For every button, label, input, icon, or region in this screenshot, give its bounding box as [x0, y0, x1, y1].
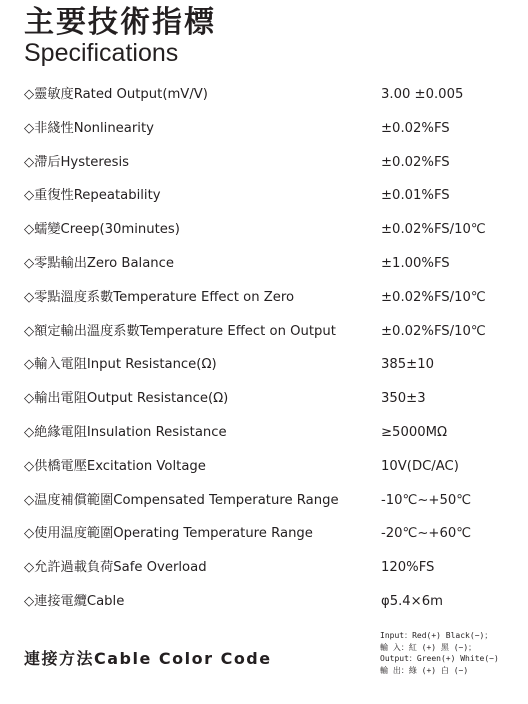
spec-value: ±0.02%FS/10℃ [381, 222, 486, 238]
spec-label: ◇額定輸出溫度系數Temperature Effect on Output [24, 323, 336, 339]
spec-value: ±1.00%FS [381, 255, 450, 271]
spec-label: ◇零點溫度系數Temperature Effect on Zero [24, 289, 295, 305]
spec-value: φ5.4×6m [381, 593, 443, 609]
spec-label: ◇靈敏度Rated Output(mV/V) [24, 87, 208, 102]
spec-value: 10V(DC/AC) [381, 458, 459, 474]
spec-label: ◇零點輸出Zero Balance [24, 255, 175, 271]
spec-row-excitation-voltage [24, 450, 514, 484]
cable-code-line: Output：Green(+) White(−) [380, 654, 499, 664]
spec-row-output-resistance [24, 382, 514, 416]
spec-row-temp-effect-zero [24, 281, 514, 315]
spec-row-insulation-resistance [24, 416, 514, 450]
spec-value: 3.00 ±0.005 [381, 87, 464, 102]
spec-row-safe-overload [24, 551, 514, 585]
cable-color-code-title: 連接方法Cable Color Code [24, 649, 272, 668]
cable-code-line: 輸 出：綠 (+) 白 (−) [380, 665, 469, 675]
spec-label: ◇重復性Repeatability [24, 188, 161, 204]
spec-value: 350±3 [381, 391, 426, 407]
spec-row-compensated-temp-range [24, 484, 514, 518]
spec-label: ◇絶緣電阻Insulation Resistance [24, 424, 227, 440]
spec-label: ◇連接電纜Cable [24, 593, 125, 609]
spec-label: ◇使用温度範圍Operating Temperature Range [24, 526, 313, 542]
spec-row-rated-output [24, 78, 514, 112]
spec-value: 120%FS [381, 560, 435, 576]
cable-code-line: Input：Red(+) Black(−)； [380, 631, 493, 640]
spec-label: ◇非綫性Nonlinearity [24, 120, 154, 136]
cable-code-line: 輸 入：紅 (+) 黑 (−)； [380, 642, 477, 652]
spec-label: ◇蠕變Creep(30minutes) [24, 222, 180, 238]
spec-label: ◇供橋電壓Excitation Voltage [24, 458, 206, 474]
spec-value: -10℃~+50℃ [381, 492, 472, 508]
spec-value: ±0.02%FS/10℃ [381, 289, 486, 305]
spec-label: ◇滯后Hysteresis [24, 154, 130, 170]
spec-row-repeatability [24, 179, 514, 213]
page-title-chinese: 主要技術指標 [24, 5, 216, 40]
spec-label: ◇輸入電阻Input Resistance(Ω) [24, 357, 217, 373]
specifications-list [24, 78, 514, 619]
spec-value: ≥5000MΩ [381, 424, 448, 440]
cable-color-code-legend [380, 630, 499, 676]
spec-row-temp-effect-output [24, 315, 514, 349]
spec-row-hysteresis [24, 146, 514, 180]
spec-label: ◇允許過載負荷Safe Overload [24, 560, 207, 576]
spec-row-creep [24, 213, 514, 247]
spec-row-input-resistance [24, 348, 514, 382]
spec-row-operating-temp-range [24, 517, 514, 551]
spec-row-zero-balance [24, 247, 514, 281]
spec-value: ±0.02%FS/10℃ [381, 323, 486, 339]
spec-label: ◇輸出電阻Output Resistance(Ω) [24, 391, 229, 407]
page-title-english: Specifications [24, 39, 179, 67]
spec-row-cable [24, 585, 514, 619]
spec-value: ±0.01%FS [381, 188, 450, 204]
spec-value: -20℃~+60℃ [381, 526, 472, 542]
spec-label: ◇温度補償範圍Compensated Temperature Range [24, 492, 339, 508]
spec-value: 385±10 [381, 357, 435, 373]
spec-value: ±0.02%FS [381, 154, 450, 170]
spec-row-nonlinearity [24, 112, 514, 146]
spec-value: ±0.02%FS [381, 120, 450, 136]
